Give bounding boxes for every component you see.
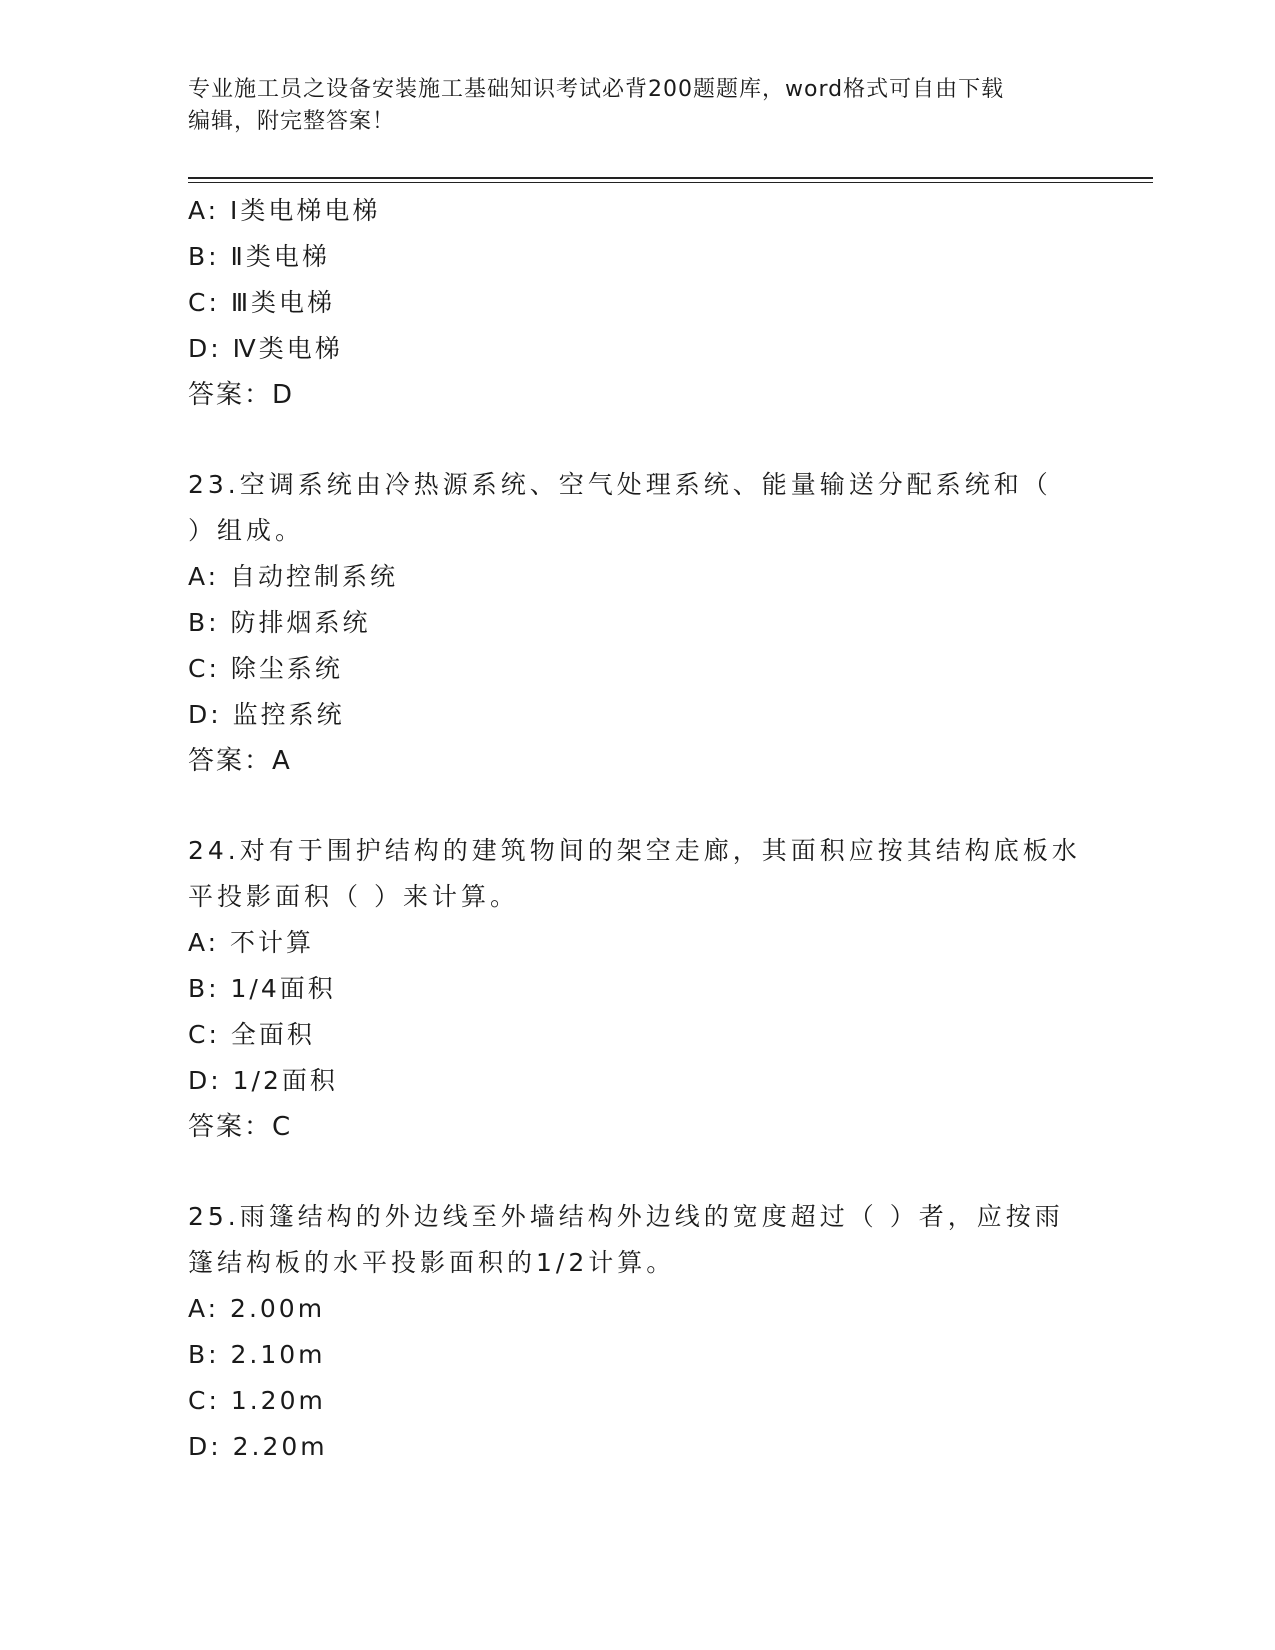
question-22-continued — [188, 188, 1088, 418]
header-line-2: 编辑，附完整答案！ — [188, 109, 396, 134]
question-23 — [188, 462, 1088, 784]
answer-line: 答案：D — [188, 380, 295, 410]
question-text-line-1: 24.对有于围护结构的建筑物间的架空走廊，其面积应按其结构底板水 — [188, 836, 1081, 865]
question-text-line-1: 25.雨篷结构的外边线至外墙结构外边线的宽度超过（ ）者，应按雨 — [188, 1202, 1064, 1231]
option-c: C: Ⅲ类电梯 — [188, 288, 336, 317]
question-text-line-1: 23.空调系统由冷热源系统、空气处理系统、能量输送分配系统和（ — [188, 470, 1052, 499]
question-text-line-2: ）组成。 — [188, 516, 305, 545]
option-d: D: 2.20m — [188, 1432, 328, 1461]
option-a: A: 2.00m — [188, 1294, 326, 1323]
option-a: A: Ⅰ类电梯电梯 — [188, 196, 381, 225]
option-a: A: 不计算 — [188, 928, 315, 957]
spacer — [188, 418, 1088, 462]
spacer — [188, 1150, 1088, 1194]
option-a: A: 自动控制系统 — [188, 562, 399, 591]
option-b: B: Ⅱ类电梯 — [188, 242, 330, 271]
question-text-line-2: 篷结构板的水平投影面积的1/2计算。 — [188, 1248, 676, 1277]
header-rule-thick — [188, 177, 1153, 179]
answer-line: 答案：A — [188, 746, 292, 776]
option-b: B: 2.10m — [188, 1340, 326, 1369]
header-rule-thin — [188, 182, 1153, 183]
option-c: C: 1.20m — [188, 1386, 326, 1415]
question-list — [188, 188, 1088, 1470]
document-header — [188, 74, 1088, 138]
option-d: D: 1/2面积 — [188, 1066, 338, 1095]
question-text-line-2: 平投影面积（ ）来计算。 — [188, 882, 519, 911]
option-d: D: Ⅳ类电梯 — [188, 334, 343, 363]
answer-line: 答案：C — [188, 1112, 293, 1142]
option-c: C: 除尘系统 — [188, 654, 343, 683]
option-c: C: 全面积 — [188, 1020, 315, 1049]
question-24 — [188, 828, 1088, 1150]
option-b: B: 1/4面积 — [188, 974, 336, 1003]
option-b: B: 防排烟系统 — [188, 608, 371, 637]
option-d: D: 监控系统 — [188, 700, 345, 729]
header-line-1: 专业施工员之设备安装施工基础知识考试必背200题题库，word格式可自由下载 — [188, 77, 1005, 102]
spacer — [188, 784, 1088, 828]
question-25 — [188, 1194, 1088, 1470]
